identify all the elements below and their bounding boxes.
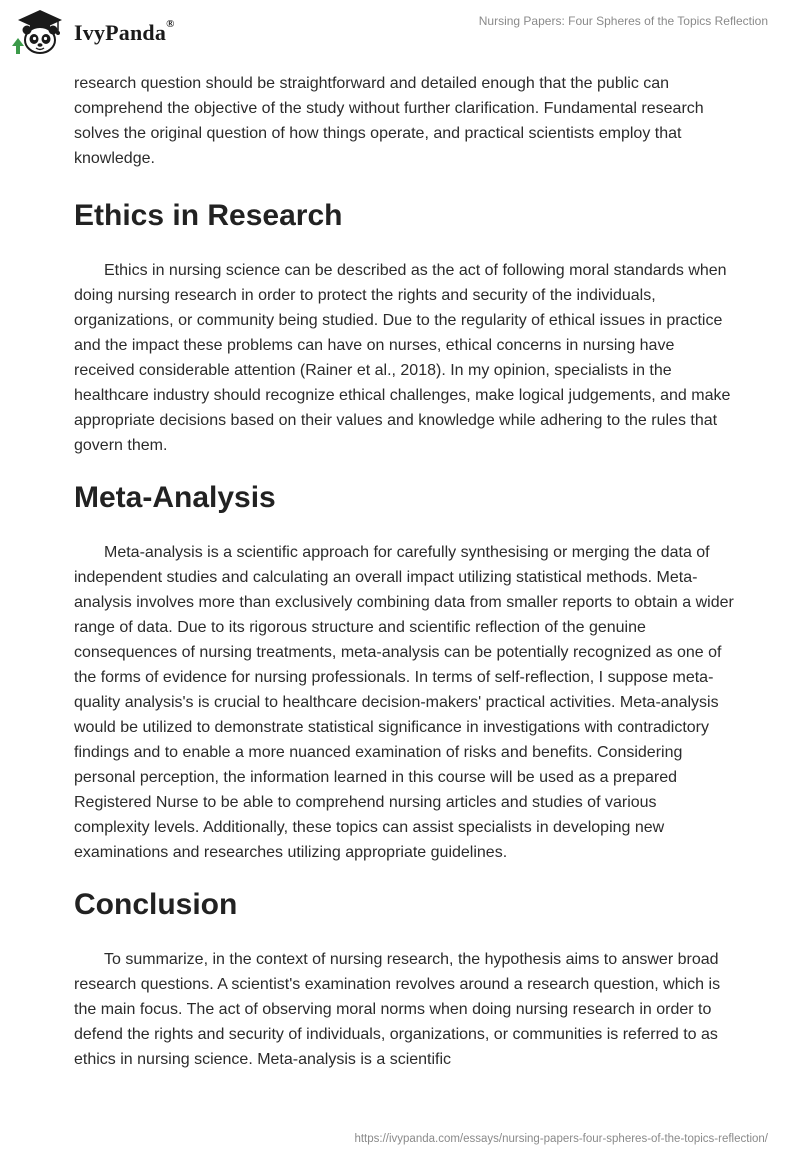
ivypanda-logo[interactable] xyxy=(12,8,175,56)
panda-graduate-icon xyxy=(12,8,68,56)
document-title: Nursing Papers: Four Spheres of the Topics Reflection xyxy=(478,14,768,28)
essay-content xyxy=(74,71,734,1072)
brand-name: IvyPanda® xyxy=(74,18,175,45)
section-heading-conclusion: Conclusion xyxy=(74,888,238,921)
section-paragraph-conclusion: To summarize, in the context of nursing research, the hypothesis aims to answer broad research questions. A scientist's examination revolves around a research question, which is the main focus. The act of observing moral norms when doing nursing research in order to defend the rights and security of individuals, organizations, or communities is referred to as ethics in nursing science. Meta-analysis is a scientific xyxy=(74,951,721,1068)
intro-paragraph: research question should be straightforward and detailed enough that the public can comprehend the objective of the study without further clarification. Fundamental research solves the original question of how things operate, and practical scientists employ that knowledge. xyxy=(74,75,704,167)
section-paragraph-ethics: Ethics in nursing science can be described as the act of following moral standards when doing nursing research in order to protect the rights and security of the individuals, organizations, or community being studied. Due to the regularity of ethical issues in practice and the impact these problems can have on nurses, ethical concerns in nursing have received considerable attention (Rainer et al., 2018). In my opinion, specialists in the healthcare industry should recognize ethical challenges, make logical judgements, and make appropriate decisions based on their values and knowledge while adhering to the rules that govern them. xyxy=(74,262,731,454)
section-heading-meta-analysis: Meta-Analysis xyxy=(74,481,276,514)
section-paragraph-meta-analysis: Meta-analysis is a scientific approach for carefully synthesising or merging the data of independent studies and calculating an overall impact utilizing statistical methods. Meta-analysis involves more than exclusively combining data from smaller reports to obtain a wider range of data. Due to its rigorous structure and scientific reflection of the genuine consequences of nursing treatments, meta-analysis can be potentially recognized as one of the forms of evidence for nursing professionals. In terms of self-reflection, I suppose meta-quality analysis's is crucial to healthcare decision-makers' practical activities. Meta-analysis would be utilized to demonstrate statistical significance in investigations with contradictory findings and to enable a more nuanced examination of risks and benefits. Considering personal perception, the information learned in this course will be used as a prepared Registered Nurse to be able to comprehend nursing articles and studies of various complexity levels. Additionally, these topics can assist specialists in developing new examinations and researches utilizing appropriate guidelines. xyxy=(74,544,734,861)
section-heading-ethics: Ethics in Research xyxy=(74,199,343,232)
page-header xyxy=(0,0,800,62)
source-url[interactable]: https://ivypanda.com/essays/nursing-papers-four-spheres-of-the-topics-reflection/ xyxy=(354,1133,768,1145)
